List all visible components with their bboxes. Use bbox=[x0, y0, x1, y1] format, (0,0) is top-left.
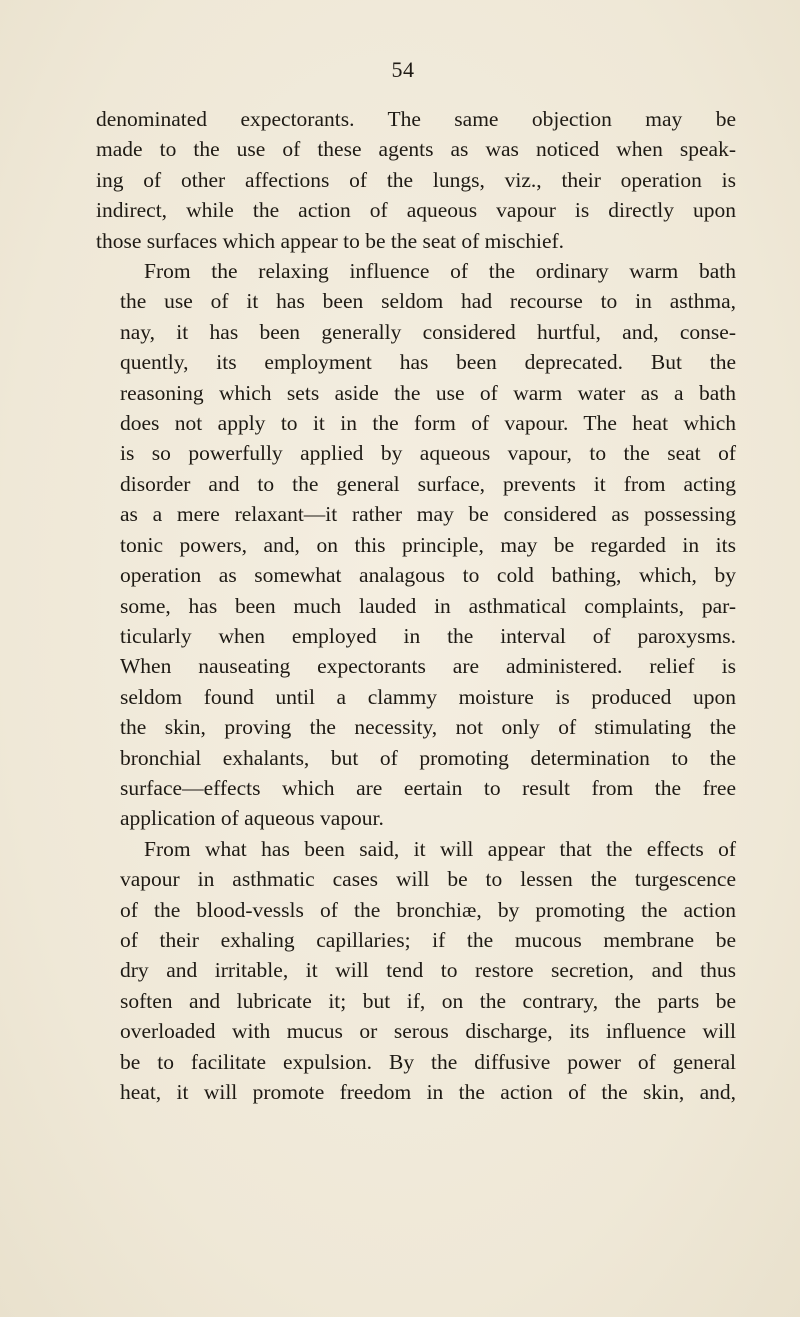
text-line: From what has been said, it will appear that the effects of bbox=[144, 836, 736, 861]
text-line: as a mere relaxant—it rather may be considered as possessing bbox=[120, 502, 736, 527]
text-line: some, has been much lauded in asthmatical complaints, par- bbox=[120, 593, 736, 618]
text-line: of the blood-vessls of the bronchiæ, by promoting the action bbox=[120, 897, 736, 922]
text-line: overloaded with mucus or serous discharge, its influence will bbox=[120, 1019, 736, 1044]
text-line: heat, it will promote freedom in the action of the skin, and, bbox=[120, 1080, 736, 1104]
text-line: made to the use of these agents as was noticed when speak- bbox=[96, 137, 736, 162]
text-line: the use of it has been seldom had recourse to in asthma, bbox=[120, 289, 736, 314]
text-line: From the relaxing influence of the ordinary warm bath bbox=[144, 259, 736, 284]
text-line: is so powerfully applied by aqueous vapour, to the seat of bbox=[120, 441, 736, 466]
paragraph bbox=[96, 104, 736, 256]
text-line: quently, its employment has been deprecated. But the bbox=[120, 350, 736, 375]
page-number: 54 bbox=[391, 57, 415, 82]
text-line: surface—effects which are eertain to result from the free bbox=[120, 775, 736, 800]
text-line: denominated expectorants. The same objection may be bbox=[96, 107, 736, 131]
text-line: be to facilitate expulsion. By the diffusive power of general bbox=[120, 1049, 736, 1074]
text-line: soften and lubricate it; but if, on the contrary, the parts be bbox=[120, 988, 736, 1013]
text-line: dry and irritable, it will tend to restore secretion, and thus bbox=[120, 958, 736, 983]
text-line: of their exhaling capillaries; if the mucous membrane be bbox=[120, 927, 736, 952]
text-line: does not apply to it in the form of vapour. The heat which bbox=[120, 411, 736, 436]
text-line: operation as somewhat analagous to cold bathing, which, by bbox=[120, 563, 736, 588]
text-line: those surfaces which appear to be the seat of mischief. bbox=[96, 228, 565, 253]
text-line: ing of other affections of the lungs, viz., their operation is bbox=[96, 167, 736, 192]
text-line: reasoning which sets aside the use of warm water as a bath bbox=[120, 380, 736, 405]
text-line: the skin, proving the necessity, not only of stimulating the bbox=[120, 715, 736, 740]
text-line: vapour in asthmatic cases will be to lessen the turgescence bbox=[120, 867, 736, 892]
text-line: disorder and to the general surface, prevents it from acting bbox=[120, 471, 736, 496]
text-line: When nauseating expectorants are administered. relief is bbox=[120, 654, 736, 679]
text-line: nay, it has been generally considered hurtful, and, conse- bbox=[120, 319, 736, 344]
text-line: tonic powers, and, on this principle, may be regarded in its bbox=[120, 532, 736, 557]
body-text bbox=[96, 104, 736, 1107]
text-line: indirect, while the action of aqueous vapour is directly upon bbox=[96, 198, 736, 223]
text-line: application of aqueous vapour. bbox=[120, 806, 384, 831]
text-line: ticularly when employed in the interval of paroxysms. bbox=[120, 623, 736, 648]
text-line: bronchial exhalants, but of promoting determination to the bbox=[120, 745, 736, 770]
paragraph bbox=[96, 834, 736, 1108]
text-line: seldom found until a clammy moisture is produced upon bbox=[120, 684, 736, 709]
paragraph bbox=[96, 256, 736, 834]
